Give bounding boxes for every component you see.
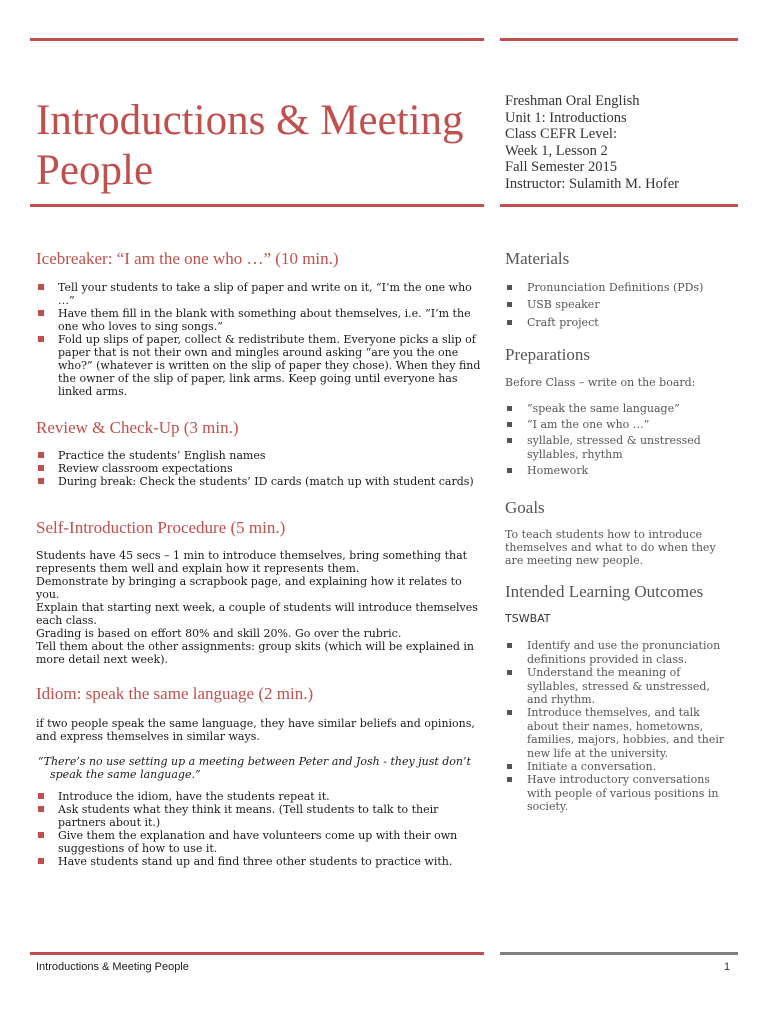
list-item: Ask students what they think it means. (Tell students to talk to their partners about it.) (36, 803, 486, 829)
paragraph: Demonstrate by bringing a scrapbook page, and explaining how it relates to you. (36, 575, 462, 601)
list-item: Craft project (505, 316, 730, 329)
idiom-definition: if two people speak the same language, they have similar beliefs and opinions, and express themselves in similar ways. (36, 717, 475, 743)
preparations-list (505, 402, 730, 478)
ilo-list (505, 639, 730, 813)
self-intro-heading: Self-Introduction Procedure (5 min.) (36, 518, 286, 537)
list-item: Practice the students’ English names (36, 449, 486, 462)
list-item: Understand the meaning of syllables, stressed & unstressed, and rhythm. (505, 666, 730, 706)
top-rule-right (500, 38, 738, 41)
review-heading: Review & Check-Up (3 min.) (36, 418, 239, 437)
sidebar-column (505, 248, 730, 814)
idiom-quote: “There’s no use setting up a meeting between Peter and Josh - they just don’t speak the same language.” (38, 755, 471, 781)
footer-rule-left (30, 952, 484, 955)
list-item: Tell your students to take a slip of paper and write on it, “I’m the one who …” (36, 281, 486, 307)
paragraph: Tell them about the other assignments: group skits (which will be explained in more detail next week). (36, 640, 474, 666)
meta-course: Freshman Oral English (505, 93, 640, 109)
ilo-heading: Intended Learning Outcomes (505, 581, 704, 601)
icebreaker-list (36, 281, 486, 398)
goals-text: To teach students how to introduce themselves and what to do when they are meeting new people. (505, 527, 716, 568)
ilo-label: TSWBAT (505, 611, 551, 625)
footer-title: Introductions & Meeting People (36, 961, 189, 973)
header-rule-left (30, 204, 484, 207)
lesson-meta (505, 93, 745, 193)
preparations-heading: Preparations (505, 345, 590, 365)
meta-unit: Unit 1: Introductions (505, 109, 627, 126)
list-item: Have students stand up and find three other students to practice with. (36, 855, 486, 868)
preparations-intro: Before Class – write on the board: (505, 376, 696, 390)
list-item: Introduce the idiom, have the students repeat it. (36, 790, 486, 803)
list-item: Initiate a conversation. (505, 760, 730, 773)
document-title: Introductions & Meeting People (36, 97, 464, 194)
meta-level: Class CEFR Level: (505, 126, 617, 143)
footer-rule-right (500, 952, 738, 955)
list-item: Fold up slips of paper, collect & redistribute them. Everyone picks a slip of paper that is not their own and mingles around asking “are you the one who?” (whatever is written on the slip of paper they chose). When they find the owner of the slip of paper, link arms. Keep going until everyone has linked arms. (36, 333, 486, 398)
header-rule-right (500, 204, 738, 207)
list-item: During break: Check the students’ ID cards (match up with student cards) (36, 475, 486, 488)
list-item: Introduce themselves, and talk about their names, hometowns, families, majors, hobbies, and their new life at the university. (505, 706, 730, 760)
paragraph: Grading is based on effort 80% and skill 20%. Go over the rubric. (36, 627, 402, 640)
list-item: syllable, stressed & unstressed syllables, rhythm (505, 434, 730, 461)
paragraph: Explain that starting next week, a couple of students will introduce themselves each class. (36, 601, 478, 627)
page-number: 1 (724, 961, 731, 973)
list-item: Review classroom expectations (36, 462, 486, 475)
list-item: Identify and use the pronunciation definitions provided in class. (505, 639, 730, 666)
list-item: Homework (505, 464, 730, 477)
list-item: USB speaker (505, 298, 730, 311)
list-item: Have introductory conversations with people of various positions in society. (505, 773, 730, 813)
materials-heading: Materials (505, 249, 570, 268)
meta-instructor: Instructor: Sulamith M. Hofer (505, 175, 679, 192)
top-rule-left (30, 38, 484, 41)
icebreaker-heading: Icebreaker: “I am the one who …” (10 min.) (36, 249, 339, 268)
list-item: Pronunciation Definitions (PDs) (505, 281, 730, 294)
idiom-list (36, 790, 486, 868)
list-item: Have them fill in the blank with something about themselves, i.e. “I’m the one who loves to sing songs.” (36, 307, 486, 333)
meta-semester: Fall Semester 2015 (505, 159, 617, 176)
main-column (36, 248, 486, 868)
goals-heading: Goals (505, 497, 545, 517)
paragraph: Students have 45 secs – 1 min to introduce themselves, bring something that represents them well and explain how it represents them. (36, 549, 468, 575)
materials-list (505, 281, 730, 329)
review-list (36, 449, 486, 488)
list-item: “speak the same language” (505, 402, 730, 415)
meta-week: Week 1, Lesson 2 (505, 142, 608, 159)
self-intro-text (36, 549, 486, 666)
idiom-heading: Idiom: speak the same language (2 min.) (36, 684, 314, 703)
list-item: Give them the explanation and have volunteers come up with their own suggestions of how to use it. (36, 829, 486, 855)
list-item: “I am the one who …” (505, 418, 730, 431)
